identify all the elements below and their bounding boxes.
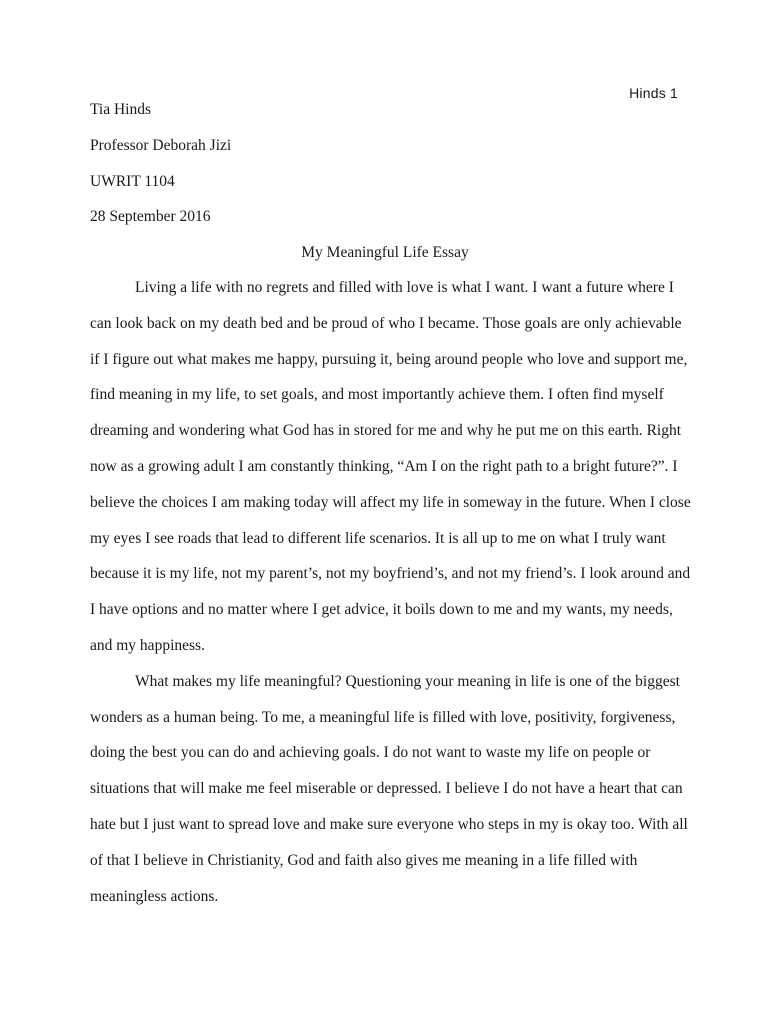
heading-block	[90, 100, 680, 279]
professor-name: Professor Deborah Jizi	[90, 136, 232, 154]
text-line: find meaning in my life, to set goals, and most importantly achieve them. I often find myself	[90, 386, 664, 404]
text-line: of that I believe in Christianity, God and faith also gives me meaning in a life filled with	[90, 851, 638, 869]
text-line: meaningless actions.	[90, 887, 219, 905]
text-line: can look back on my death bed and be proud of who I became. Those goals are only achievable	[90, 314, 682, 332]
text-line: hate but I just want to spread love and make sure everyone who steps in my is okay too. With all	[90, 815, 688, 833]
paragraph	[90, 672, 688, 923]
text-line: doing the best you can do and achieving goals. I do not want to waste my life on people or	[90, 744, 651, 762]
text-line: my eyes I see roads that lead to different life scenarios. It is all up to me on what I truly want	[90, 529, 666, 547]
essay-body	[90, 278, 691, 922]
paragraph	[90, 278, 691, 672]
course-code: UWRIT 1104	[90, 172, 175, 190]
text-line: believe the choices I am making today will affect my life in someway in the future. When I close	[90, 493, 691, 511]
text-line: dreaming and wondering what God has in stored for me and why he put me on this earth. Right	[90, 422, 682, 440]
text-line: wonders as a human being. To me, a meaningful life is filled with love, positivity, forgiveness,	[90, 708, 676, 726]
essay-date: 28 September 2016	[90, 208, 211, 226]
text-line: Living a life with no regrets and filled with love is what I want. I want a future where I	[135, 279, 674, 296]
text-line: and my happiness.	[90, 636, 205, 654]
author-name: Tia Hinds	[90, 101, 152, 118]
text-line: now as a growing adult I am constantly thinking, “Am I on the right path to a bright future?”. I	[90, 457, 678, 475]
text-line: if I figure out what makes me happy, pursuing it, being around people who love and support me,	[90, 350, 688, 368]
text-line: situations that will make me feel miserable or depressed. I believe I do not have a heart that can	[90, 780, 683, 798]
running-head: Hinds 1	[629, 85, 678, 101]
text-line: What makes my life meaningful? Questioning your meaning in life is one of the biggest	[135, 672, 680, 690]
essay-title: My Meaningful Life Essay	[301, 244, 469, 262]
text-line: because it is my life, not my parent’s, not my boyfriend’s, and not my friend’s. I look around and	[90, 565, 691, 583]
text-line: I have options and no matter where I get advice, it boils down to me and my wants, my needs,	[90, 601, 673, 619]
